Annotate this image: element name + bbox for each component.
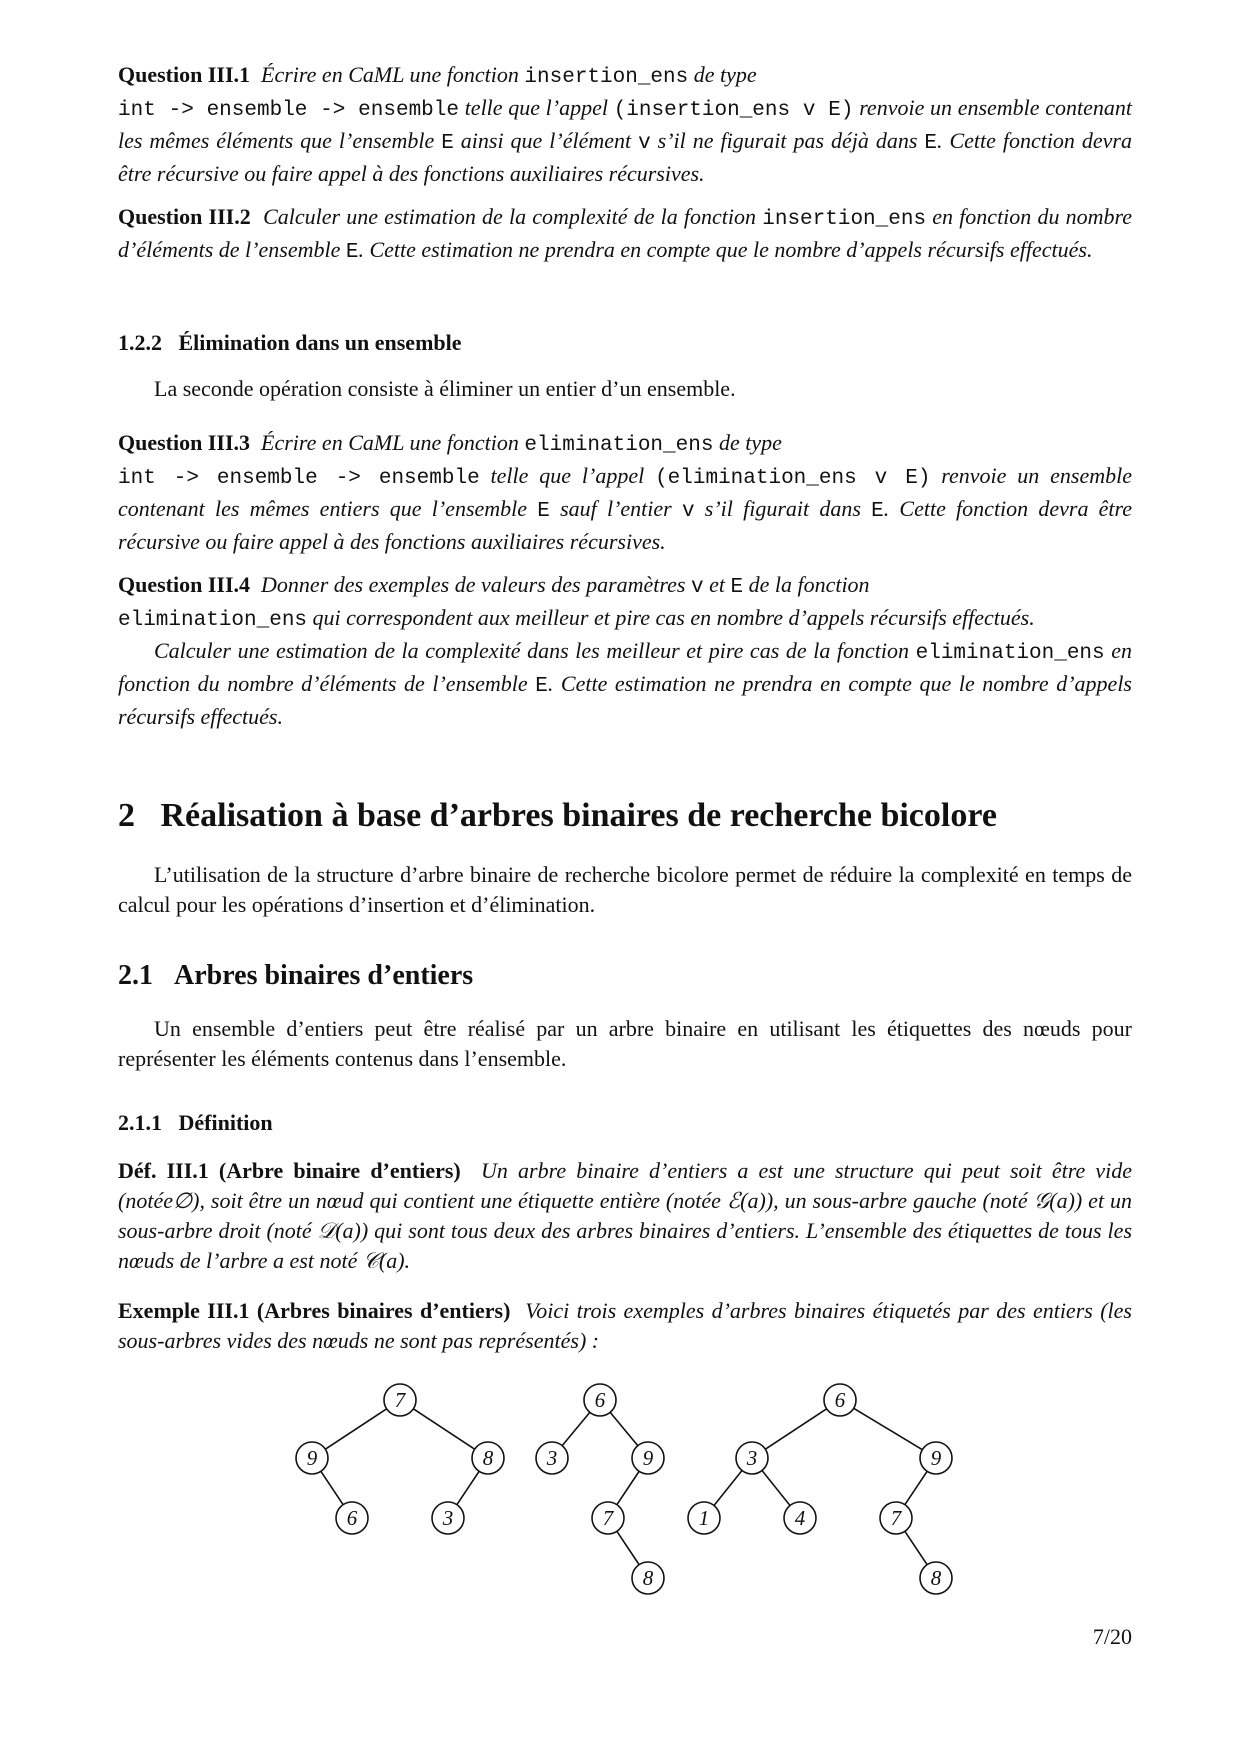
- tree-node-label: 7: [394, 1388, 406, 1412]
- tree-edge: [714, 1470, 742, 1505]
- example-iii-1: Exemple III.1 (Arbres binaires d’entiers) Voici trois exemples d’arbres binaires étiquetés par des entiers (les sous-arbres vides des nœuds ne sont pas représentés) :: [118, 1298, 1132, 1353]
- paragraph: L’utilisation de la structure d’arbre binaire de recherche bicolore permet de réduire la complexité en temps de calcul pour les opérations d’insertion et d’élimination.: [118, 862, 1132, 917]
- page-number: 7/20: [1092, 1624, 1132, 1649]
- tree-edge: [413, 1409, 474, 1449]
- tree-edge: [321, 1471, 343, 1504]
- question-iii-2: Question III.2 Calculer une estimation de la complexité de la fonction insertion_ens en fonction du nombre d’éléments de l’ensemble E. Cette estimation ne prendra en compte que le nombre d’appels récursifs effectués.: [118, 204, 1133, 264]
- tree-edge: [457, 1471, 479, 1504]
- tree-node-label: 3: [746, 1446, 758, 1470]
- definition-label: Déf. III.1 (Arbre binaire d’entiers): [118, 1158, 461, 1183]
- section-title: Réalisation à base d’arbres binaires de recherche bicolore: [160, 797, 997, 834]
- binary-trees-figure: [0, 1370, 1240, 1610]
- question-iii-4: Question III.4 Donner des exemples de valeurs des paramètres v et E de la fonction elimination_ens qui correspondent aux meilleur et pire cas en nombre d’appels récursifs effectués. Calculer une estimation de la complexité dans les meilleur et pire cas de la fonction elimination_ens en fonction du nombre d’éléments de l’ensemble E. Cette estimation ne prendra en compte que le nombre d’appels récursifs effectués.: [118, 572, 1132, 729]
- tree-node-label: 6: [834, 1388, 846, 1412]
- question-label: Question III.4: [118, 572, 251, 597]
- section-2-1: [118, 958, 1132, 994]
- tree-3: [688, 1384, 952, 1594]
- question-iii-3: Question III.3 Écrire en CaML une fonction elimination_ens de type int -> ensemble -> ensemble telle que l’appel (elimination_ens v E) renvoie un ensemble contenant les mêmes entiers que l’ensemble E sauf l’entier v s’il figurait dans E. Cette fonction devra être récursive ou faire appel à des fonctions auxiliaires récursives.: [118, 430, 1133, 554]
- tree-edge: [617, 1471, 639, 1504]
- definition-iii-1: Déf. III.1 (Arbre binaire d’entiers) Un arbre binaire d’entiers a est une structure qui peut soit être vide (notée∅), soit être un nœud qui contient une étiquette entière (notée ℰ(a)), un sous-arbre gauche (noté 𝒢(a)) et un sous-arbre droit (noté 𝒟(a)) qui sont tous deux des arbres binaires d’entiers. L’ensemble des étiquettes de tous les nœuds de l’arbre a est noté 𝒞(a).: [118, 1158, 1132, 1273]
- subsubsection-2-1-1: [118, 1108, 1132, 1138]
- section-number: 2.1.1: [118, 1110, 162, 1135]
- section-title: Élimination dans un ensemble: [178, 330, 462, 355]
- tree-node-label: 9: [930, 1446, 942, 1470]
- tree-node-label: 3: [442, 1506, 454, 1530]
- tree-node-label: 7: [890, 1506, 902, 1530]
- tree-node-label: 6: [594, 1388, 606, 1412]
- tree-edge: [610, 1412, 638, 1445]
- section-2: [118, 796, 1132, 836]
- tree-node-label: 1: [698, 1506, 710, 1530]
- question-label: Question III.2: [118, 204, 251, 229]
- tree-edge: [765, 1409, 826, 1449]
- question-label: Question III.1: [118, 62, 251, 87]
- subsubsection-1-2-2: [118, 328, 1132, 358]
- tree-node-label: 6: [346, 1506, 358, 1530]
- tree-node-label: 9: [642, 1446, 654, 1470]
- tree-node-label: 8: [930, 1566, 942, 1590]
- tree-node-label: 9: [306, 1446, 318, 1470]
- paragraph: La seconde opération consiste à éliminer un entier d’un ensemble.: [154, 376, 736, 401]
- paragraph: Un ensemble d’entiers peut être réalisé par un arbre binaire en utilisant les étiquettes des nœuds pour représenter les éléments contenus dans l’ensemble.: [118, 1016, 1132, 1071]
- tree-edge: [325, 1409, 386, 1449]
- question-label: Question III.3: [118, 430, 251, 455]
- section-number: 2: [118, 797, 135, 834]
- tree-node-label: 8: [482, 1446, 494, 1470]
- tree-edge: [762, 1470, 790, 1505]
- tree-edge: [854, 1408, 923, 1449]
- tree-edge: [617, 1531, 639, 1564]
- section-number: 2.1: [118, 960, 153, 991]
- tree-2: [536, 1384, 664, 1594]
- tree-node-label: 8: [642, 1566, 654, 1590]
- tree-edge: [562, 1412, 590, 1445]
- tree-edge: [905, 1471, 927, 1504]
- question-iii-1: Question III.1 Écrire en CaML une fonction insertion_ens de type int -> ensemble -> ensemble telle que l’appel (insertion_ens v E) renvoie un ensemble contenant les mêmes éléments que l’ensemble E ainsi que l’élément v s’il ne figurait pas déjà dans E. Cette fonction devra être récursive ou faire appel à des fonctions auxiliaires récursives.: [118, 62, 1132, 186]
- section-title: Arbres binaires d’entiers: [174, 960, 474, 991]
- example-label: Exemple III.1 (Arbres binaires d’entiers): [118, 1298, 511, 1323]
- tree-edge: [905, 1531, 927, 1564]
- tree-node-label: 4: [794, 1506, 806, 1530]
- section-number: 1.2.2: [118, 330, 162, 355]
- section-title: Définition: [178, 1110, 273, 1135]
- tree-1: [296, 1384, 504, 1534]
- tree-node-label: 7: [602, 1506, 614, 1530]
- tree-node-label: 3: [546, 1446, 558, 1470]
